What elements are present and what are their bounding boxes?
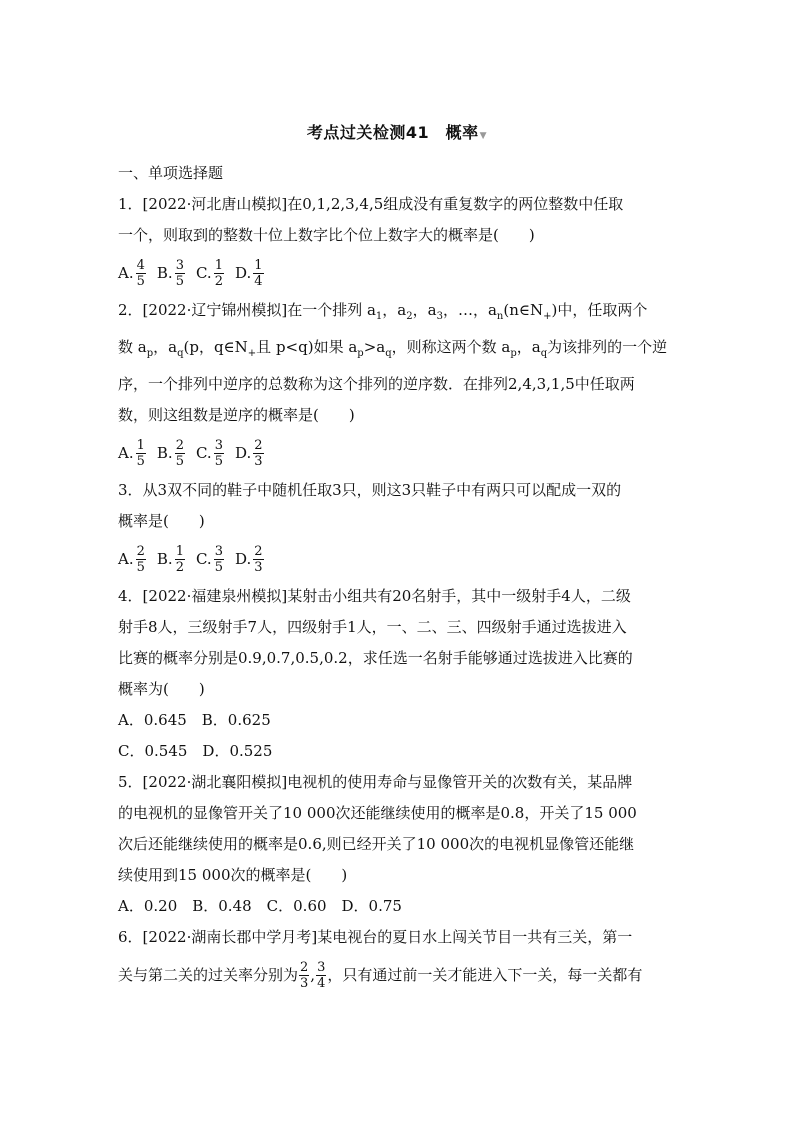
question-2 [118,295,678,475]
option-b[interactable]: B. $\frac{2}{5}$ [156,437,184,469]
fraction: $\frac{3}{4}$ [317,959,326,991]
options-row[interactable]: A．0.20 B．0.48 C．0.60 D．0.75 [118,897,402,915]
question-3 [118,475,678,581]
question-content [118,158,678,997]
question-text: 4．[2022·福建泉州模拟]某射击小组共有20名射手，其中一级射手4人，二级 [118,587,631,605]
option-a[interactable]: A. $\frac{2}{5}$ [118,543,145,575]
option-c[interactable]: C. $\frac{3}{5}$ [195,437,223,469]
section-heading: 一、单项选择题 [118,164,224,182]
fraction: $\frac{3}{5}$ [214,437,223,469]
option-b[interactable]: B. $\frac{1}{2}$ [156,543,184,575]
question-4 [118,581,678,767]
question-text: 3．从3双不同的鞋子中随机任取3只，则这3只鞋子中有两只可以配成一双的 [118,481,622,499]
fraction: $\frac{2}{5}$ [136,543,145,575]
option-b[interactable]: B. $\frac{3}{5}$ [156,257,184,289]
question-5 [118,767,678,922]
question-text: 的电视机的显像管开关了10 000次还能继续使用的概率是0.8，开关了15 000 [118,804,637,822]
option-d[interactable]: D. $\frac{2}{3}$ [234,437,263,469]
option-d[interactable]: D. $\frac{1}{4}$ [234,257,263,289]
question-text: 序，一个排列中逆序的总数称为这个排列的逆序数．在排列2,4,3,1,5中任取两 [118,375,635,393]
option-c[interactable]: C. $\frac{1}{2}$ [195,257,223,289]
question-text: 概率为( ) [118,680,205,698]
fraction: $\frac{3}{5}$ [175,257,184,289]
option-c[interactable]: C. $\frac{3}{5}$ [195,543,223,575]
fraction: $\frac{1}{2}$ [214,257,223,289]
dropdown-triangle-icon: ▼ [479,131,488,141]
question-text: 续使用到15 000次的概率是( ) [118,866,348,884]
options-row [118,537,678,581]
fraction: $\frac{4}{5}$ [136,257,145,289]
page-title: 考点过关检测41 概率▼ [306,123,488,142]
fraction: $\frac{2}{3}$ [300,959,309,991]
fraction: $\frac{1}{4}$ [254,257,263,289]
question-text: 次后还能继续使用的概率是0.6,则已经开关了10 000次的电视机显像管还能继 [118,835,635,853]
option-a[interactable]: A. $\frac{4}{5}$ [118,257,145,289]
question-text: 6．[2022·湖南长郡中学月考]某电视台的夏日水上闯关节目一共有三关，第一 [118,928,633,946]
question-6 [118,922,678,997]
fraction: $\frac{2}{5}$ [175,437,184,469]
option-a[interactable]: A. $\frac{1}{5}$ [118,437,145,469]
options-row [118,431,678,475]
question-text: 5．[2022·湖北襄阳模拟]电视机的使用寿命与显像管开关的次数有关，某品牌 [118,773,633,791]
question-text: 数 $a_p$，$a_q(p$，$q\in N_+$且 p<q)如果 $a_p>a_q$，则称这两个数 $a_p$，$a_q$为该排列的一个逆 [118,338,668,359]
question-text: 射手8人，三级射手7人，四级射手1人，一、二、三、四级射手通过选拔进入 [118,618,627,636]
fraction: $\frac{1}{2}$ [175,543,184,575]
question-text: 数，则这组数是逆序的概率是( ) [118,406,355,424]
options-row[interactable]: A．0.645 B．0.625 [118,711,271,729]
fraction: $\frac{3}{5}$ [214,543,223,575]
question-text: 概率是( ) [118,512,205,530]
fraction: $\frac{2}{3}$ [254,437,263,469]
option-d[interactable]: D. $\frac{2}{3}$ [234,543,263,575]
options-row[interactable]: C．0.545 D．0.525 [118,742,273,760]
question-1 [118,189,678,295]
question-text: 2．[2022·辽宁锦州模拟]在一个排列 $a_1$，$a_2$，$a_3$，…，$a_n(n\in N_+)$中，任取两个 [118,301,648,322]
options-row [118,251,678,295]
question-text: 比赛的概率分别是0.9,0.7,0.5,0.2，求任选一名射手能够通过选拔进入比赛的 [118,649,633,667]
question-text: 1．[2022·河北唐山模拟]在0,1,2,3,4,5组成没有重复数字的两位整数中任取 [118,195,624,213]
fraction: $\frac{1}{5}$ [136,437,145,469]
fraction: $\frac{2}{3}$ [254,543,263,575]
question-text: 一个，则取到的整数十位上数字比个位上数字大的概率是( ) [118,226,535,244]
question-text: 关与第二关的过关率分别为 $\frac{2}{3}$ , $\frac{3}{4}$ ，只有通过前一关才能进入下一关，每一关都有 [118,959,643,991]
